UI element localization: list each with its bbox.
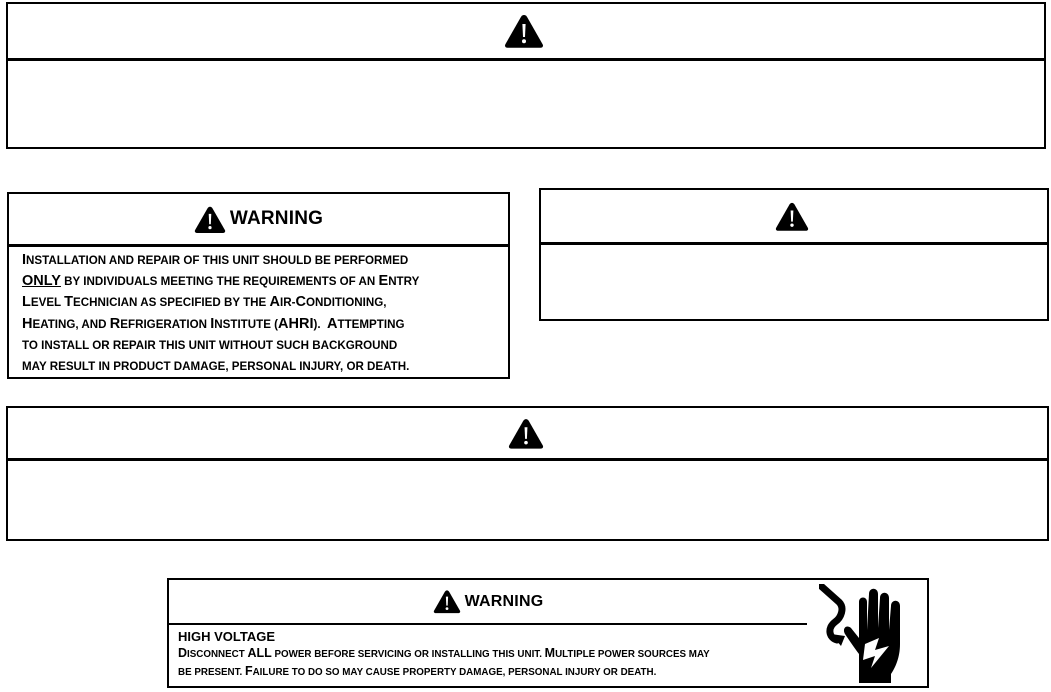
text-line (178, 663, 710, 681)
warning-triangle-icon (508, 417, 544, 450)
warning-triangle-icon (775, 201, 809, 232)
right-caution-header (541, 190, 1047, 245)
text-segment: EVEL (30, 296, 65, 310)
text-capital: I (210, 315, 215, 332)
text-segment: ). (313, 317, 328, 331)
text-line (22, 271, 419, 292)
text-segment: NSTITUTE ( (214, 317, 279, 331)
text-line (22, 250, 419, 271)
installation-warning-text (22, 250, 419, 377)
text-capital: F (244, 664, 253, 678)
warning-triangle-icon (433, 589, 461, 614)
text-segment: MAY RESULT IN PRODUCT DAMAGE, PERSONAL INJURY, OR DEATH. (22, 360, 410, 374)
text-capital: A (327, 315, 338, 332)
electric-shock-hand-icon (819, 584, 923, 684)
text-capital: D (178, 646, 188, 660)
text-segment: BY INDIVIDUALS MEETING THE REQUIREMENTS OF AN (60, 275, 379, 289)
high-voltage-warning-box (167, 578, 929, 688)
text-line (22, 335, 419, 356)
text-line (22, 314, 419, 335)
high-voltage-warning-label: WARNING (464, 592, 544, 610)
text-segment: TTEMPTING (337, 317, 405, 331)
text-line (22, 292, 419, 313)
text-segment: ISCONNECT (187, 649, 248, 660)
text-capital: A (269, 294, 280, 311)
text-segment: AILURE TO DO SO MAY CAUSE PROPERTY DAMAGE, PERSONAL INJURY OR DEATH. (252, 667, 657, 678)
high-voltage-text (178, 645, 710, 681)
text-capital: ALL (247, 646, 272, 660)
warning-triangle-icon (194, 205, 226, 234)
text-capital: AHRI (278, 315, 314, 332)
right-caution-box (539, 188, 1049, 321)
text-segment: BE PRESENT. (178, 667, 245, 678)
text-line (22, 356, 419, 377)
text-capital: E (378, 273, 389, 290)
middle-caution-header (8, 408, 1047, 461)
text-segment: TO INSTALL OR REPAIR THIS UNIT WITHOUT SUCH BACKGROUND (22, 338, 398, 352)
text-segment: EATING, AND (32, 317, 110, 331)
text-segment: IR- (279, 296, 296, 310)
text-segment: ULTIPLE POWER SOURCES MAY (555, 649, 710, 660)
text-line (178, 645, 710, 663)
text-segment: NTRY (388, 275, 420, 289)
text-segment: EFRIGERATION (120, 317, 211, 331)
text-capital: ONLY (22, 273, 61, 290)
text-segment: NSTALLATION AND REPAIR OF THIS UNIT SHOULD BE PERFORMED (26, 254, 409, 267)
warning-triangle-icon (504, 13, 544, 49)
text-capital: I (22, 252, 27, 268)
text-capital: L (22, 294, 31, 311)
installation-warning-box (7, 192, 510, 379)
text-segment: ECHNICIAN AS SPECIFIED BY THE (73, 296, 270, 310)
top-caution-box (6, 2, 1046, 149)
installation-warning-label: WARNING (229, 208, 324, 229)
text-capital: R (109, 315, 121, 332)
text-capital: C (295, 294, 306, 311)
middle-caution-box (6, 406, 1049, 541)
high-voltage-warning-header (169, 580, 807, 625)
high-voltage-title: HIGH VOLTAGE (178, 629, 276, 644)
top-caution-header (8, 4, 1044, 61)
text-capital: H (22, 315, 33, 332)
text-segment: ONDITIONING, (305, 296, 387, 310)
installation-warning-header (9, 194, 508, 247)
text-capital: T (64, 294, 74, 311)
text-segment: POWER BEFORE SERVICING OR INSTALLING THIS UNIT. (271, 649, 545, 660)
text-capital: M (544, 646, 556, 660)
